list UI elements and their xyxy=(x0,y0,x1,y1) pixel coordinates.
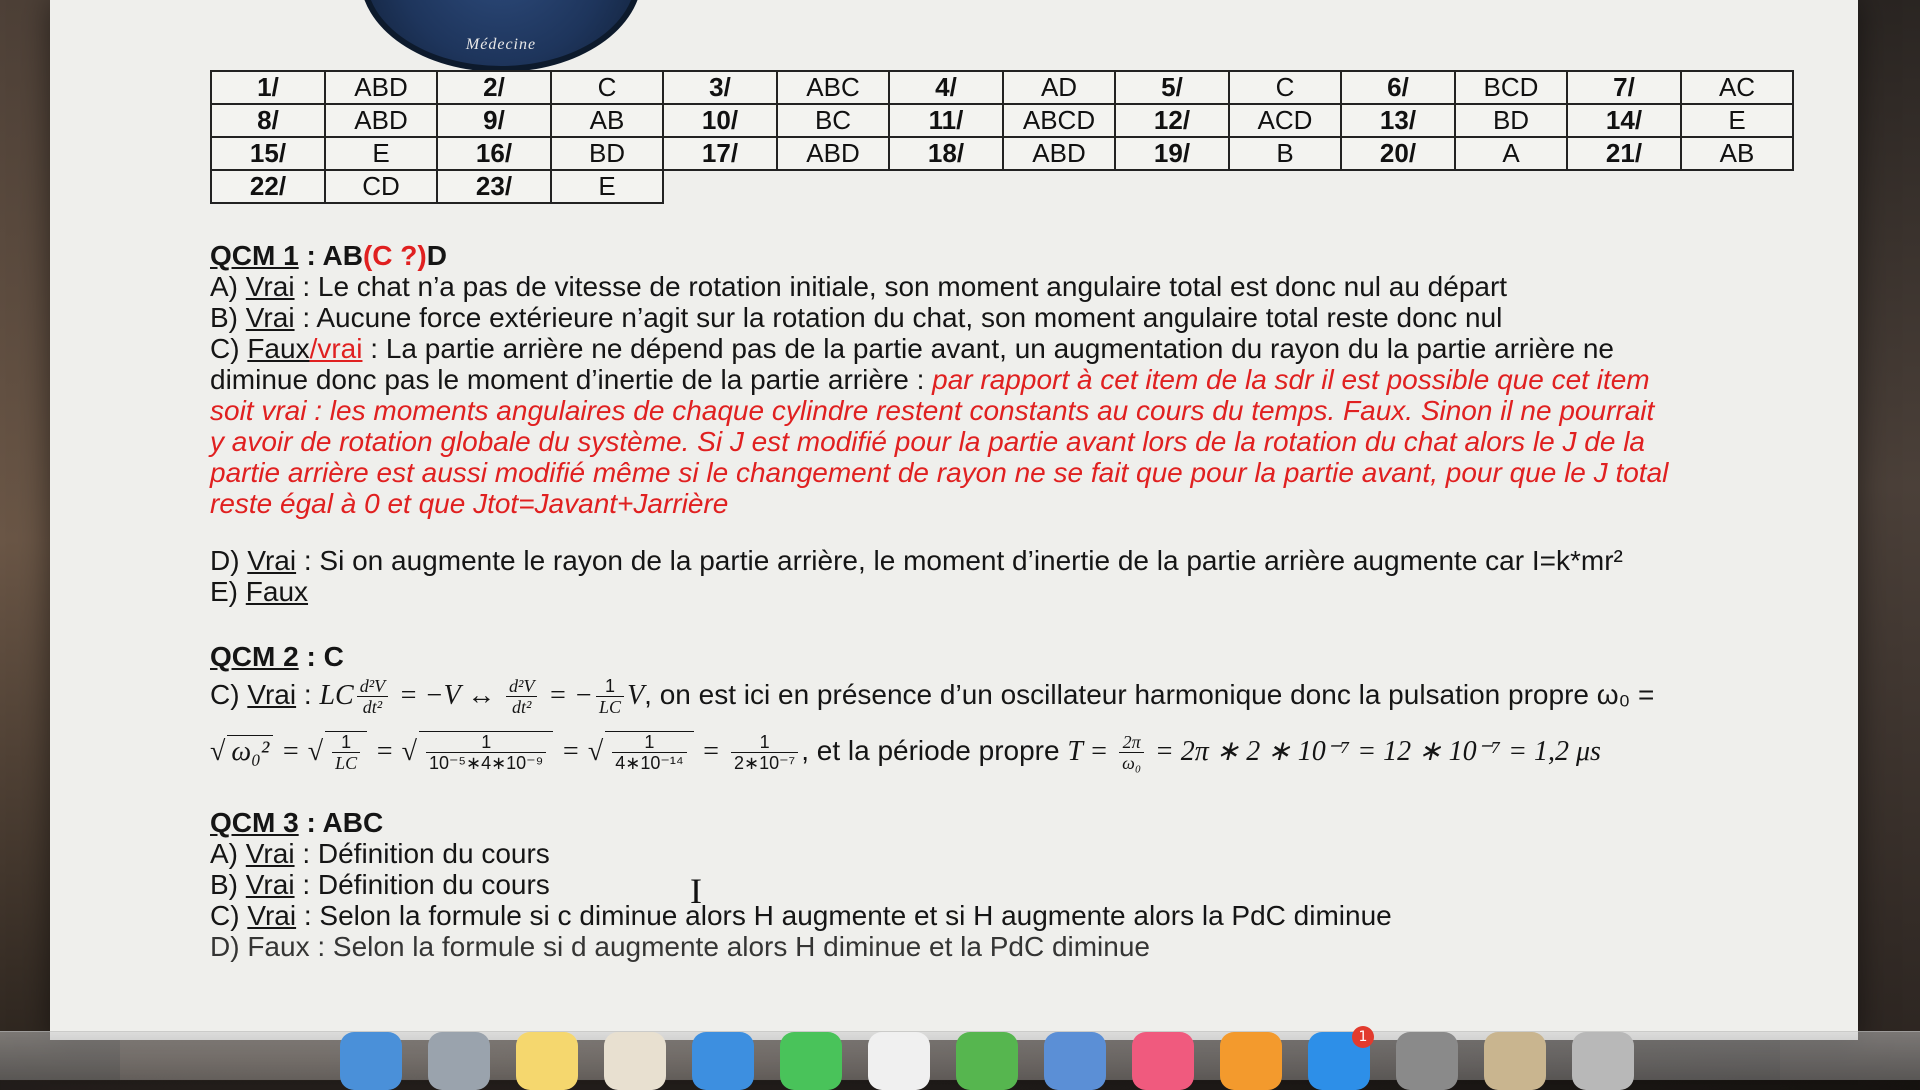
qcm1-item-c xyxy=(210,333,1790,364)
item-text: : Aucune force extérieure n’agit sur la rotation du chat, son moment angulaire total reste donc nul xyxy=(294,302,1503,333)
dock xyxy=(0,1031,1920,1080)
launchpad-icon[interactable] xyxy=(428,1032,490,1090)
answer-cell: A xyxy=(1455,137,1567,170)
answer-cell: BD xyxy=(551,137,663,170)
qcm1-item-d xyxy=(210,545,1790,576)
notes-icon[interactable] xyxy=(516,1032,578,1090)
qcm2-title-label: QCM 2 xyxy=(210,641,299,672)
equation-pulsation: √ ω₀² = √ $\frac{1}{LC}$ = √ $\frac{1}{\text{10⁻⁵∗4∗10⁻⁹}}$ = √ $\frac{1}{\text{4∗10⁻¹⁴}}$ = $\frac{1}{\text{2∗10⁻⁷}}$ xyxy=(210,735,801,766)
spacer xyxy=(210,607,1790,633)
app-store-icon[interactable] xyxy=(1308,1029,1370,1090)
qcm3-title xyxy=(210,807,1790,838)
qcm1-title-sep: : AB xyxy=(298,240,363,271)
item-verdict: Vrai xyxy=(245,271,295,302)
question-number-cell: 1/ xyxy=(211,71,325,104)
item-prefix: B) xyxy=(210,302,246,333)
question-number-cell: 11/ xyxy=(889,104,1003,137)
question-number-cell: 18/ xyxy=(889,137,1003,170)
qcm1-item-a xyxy=(210,271,1790,302)
equation-period: T = $\frac{2\pi}{\text{ω₀}}$ = 2π ∗ 2 ∗ 10⁻⁷ = 12 ∗ 10⁻⁷ = 1,2 μs xyxy=(1067,732,1601,773)
qcm2-title-rest: : C xyxy=(298,641,344,672)
item-verdict: Vrai xyxy=(247,678,297,710)
notification-badge: 1 xyxy=(1352,1026,1374,1048)
qcm3-item-d-cutoff: D) Faux : Selon la formule si d augmente alors H diminue et la PdC diminue xyxy=(210,931,1150,962)
qcm1-item-b xyxy=(210,302,1790,333)
item-verdict-red: /vrai xyxy=(309,333,363,364)
answer-cell: BD xyxy=(1455,104,1567,137)
item-verdict: Vrai xyxy=(245,869,295,900)
question-number-cell: 14/ xyxy=(1567,104,1681,137)
item-text: : La partie arrière ne dépend pas de la partie avant, un augmentation du rayon du la partie arrière ne xyxy=(362,333,1614,364)
answer-cell: ABD xyxy=(325,104,437,137)
logo-text: Médecine xyxy=(465,36,537,53)
qcm3-title-label: QCM 3 xyxy=(210,807,299,838)
answer-cell: ABD xyxy=(1003,137,1115,170)
answer-cell: C xyxy=(551,71,663,104)
item-red-note: soit vrai : les moments angulaires de chaque cylindre restent constants au cours du temps. Faux. Sinon il ne pourrait xyxy=(210,395,1655,426)
qcm2-item-c xyxy=(210,676,1790,717)
item-prefix: C) xyxy=(210,900,248,931)
qcm1-title xyxy=(210,240,1790,271)
question-number-cell: 4/ xyxy=(889,71,1003,104)
answer-cell: C xyxy=(1229,71,1341,104)
item-prefix: C) xyxy=(210,678,248,710)
answer-row xyxy=(211,170,1793,203)
item-prefix: E) xyxy=(210,576,246,607)
question-number-cell: 8/ xyxy=(211,104,325,137)
answer-cell: ABD xyxy=(777,137,889,170)
qcm2-equation-line xyxy=(210,731,1790,773)
item-text: , et la période propre xyxy=(801,734,1068,766)
finder-icon[interactable] xyxy=(340,1032,402,1090)
text-cursor-icon: I xyxy=(690,871,702,911)
item-verdict: Vrai xyxy=(245,302,295,333)
item-text: : Définition du cours xyxy=(294,869,550,900)
system-preferences-icon[interactable] xyxy=(1396,1032,1458,1090)
answer-cell: CD xyxy=(325,170,437,203)
question-number-cell: 9/ xyxy=(437,104,551,137)
answer-cell: ABCD xyxy=(1003,104,1115,137)
qcm3-item-b xyxy=(210,869,1790,900)
safari-icon[interactable] xyxy=(692,1032,754,1090)
answer-cell: BCD xyxy=(1455,71,1567,104)
item-text: : Si on augmente le rayon de la partie arrière, le moment d’inertie de la partie arrière augmente car I=k*mr² xyxy=(296,545,1623,576)
question-number-cell: 21/ xyxy=(1567,137,1681,170)
answer-cell: B xyxy=(1229,137,1341,170)
item-red-note: partie arrière est aussi modifié même si le changement de rayon ne se fait que pour la partie avant, pour que le J total xyxy=(210,457,1669,488)
item-verdict: Faux xyxy=(245,576,309,607)
answer-row xyxy=(211,71,1793,104)
question-number-cell: 5/ xyxy=(1115,71,1229,104)
answer-cell: ABD xyxy=(325,71,437,104)
correction-text xyxy=(210,232,1790,962)
answer-cell: ACD xyxy=(1229,104,1341,137)
question-number-cell: 16/ xyxy=(437,137,551,170)
spacer xyxy=(210,773,1790,799)
item-text: : Selon la formule si c diminue alors H augmente et si H augmente alors la PdC diminue xyxy=(296,900,1392,931)
question-number-cell: 13/ xyxy=(1341,104,1455,137)
item-verdict: Vrai xyxy=(247,900,297,931)
item-red-note: y avoir de rotation globale du système. Si J est modifié pour la partie avant lors de la rotation du chat alors le J de la xyxy=(210,426,1645,457)
item-text: : Définition du cours xyxy=(294,838,550,869)
spacer xyxy=(210,519,1790,545)
item-text: : Le chat n’a pas de vitesse de rotation initiale, son moment angulaire total est donc nul au départ xyxy=(294,271,1508,302)
question-number-cell: 12/ xyxy=(1115,104,1229,137)
question-number-cell: 3/ xyxy=(663,71,777,104)
photos-icon[interactable] xyxy=(604,1032,666,1090)
item-verdict: Vrai xyxy=(245,838,295,869)
answer-cell: BC xyxy=(777,104,889,137)
tutorat-logo xyxy=(360,0,642,72)
answer-cell: E xyxy=(325,137,437,170)
trash-icon[interactable] xyxy=(1572,1032,1634,1090)
numbers-icon[interactable] xyxy=(956,1032,1018,1090)
keynote-icon[interactable] xyxy=(1044,1032,1106,1090)
qcm2-title xyxy=(210,641,1790,672)
qcm3-item-c xyxy=(210,900,1790,931)
qcm1-title-label: QCM 1 xyxy=(210,240,299,271)
question-number-cell: 7/ xyxy=(1567,71,1681,104)
question-number-cell: 23/ xyxy=(437,170,551,203)
item-prefix: A) xyxy=(210,838,246,869)
qcm3-title-rest: : ABC xyxy=(298,807,384,838)
itunes-icon[interactable] xyxy=(1132,1032,1194,1090)
item-prefix: C) xyxy=(210,333,248,364)
item-prefix: D) xyxy=(210,545,248,576)
qcm1-item-e xyxy=(210,576,1790,607)
item-text: , on est ici en présence d’un oscillateur harmonique donc la pulsation propre ω₀ = xyxy=(644,678,1655,710)
answer-cell: AB xyxy=(1681,137,1793,170)
item-red-note: par rapport à cet item de la sdr il est possible que cet item xyxy=(932,364,1650,395)
question-number-cell: 15/ xyxy=(211,137,325,170)
answer-row xyxy=(211,104,1793,137)
answer-cell: AD xyxy=(1003,71,1115,104)
preview-icon[interactable] xyxy=(1484,1032,1546,1090)
answer-cell: AC xyxy=(1681,71,1793,104)
period-result: = 2π ∗ 2 ∗ 10⁻⁷ = 12 ∗ 10⁻⁷ = 1,2 μs xyxy=(1154,735,1601,767)
question-number-cell: 2/ xyxy=(437,71,551,104)
answer-cell: AB xyxy=(551,104,663,137)
question-number-cell: 22/ xyxy=(211,170,325,203)
answer-row xyxy=(211,137,1793,170)
answer-cell: E xyxy=(551,170,663,203)
item-verdict: Faux xyxy=(247,333,310,364)
answer-cell: ABC xyxy=(777,71,889,104)
question-number-cell: 10/ xyxy=(663,104,777,137)
question-number-cell: 19/ xyxy=(1115,137,1229,170)
document-window xyxy=(50,0,1858,1040)
qcm1-title-red: (C ?) xyxy=(362,240,427,271)
item-red-note: reste égal à 0 et que Jtot=Javant+Jarrière xyxy=(210,488,729,519)
item-prefix: A) xyxy=(210,271,246,302)
equation-differential: : LC $\frac{\text{d²V}}{\text{dt²}}$ = −V ↔ $\frac{\text{d²V}}{\text{dt²}}$ = − $\frac{1}{LC}$ V xyxy=(296,676,645,717)
ibooks-icon[interactable] xyxy=(1220,1032,1282,1090)
item-verdict: Vrai xyxy=(247,545,297,576)
answer-cell: E xyxy=(1681,104,1793,137)
answer-key-table xyxy=(210,70,1794,204)
question-number-cell: 20/ xyxy=(1341,137,1455,170)
item-text: diminue donc pas le moment d’inertie de la partie arrière : xyxy=(210,364,933,395)
qcm1-item-c-cont xyxy=(210,364,1790,395)
calendar-icon[interactable] xyxy=(868,1032,930,1090)
qcm1-title-end: D xyxy=(426,240,447,271)
question-number-cell: 17/ xyxy=(663,137,777,170)
messages-icon[interactable] xyxy=(780,1032,842,1090)
question-number-cell: 6/ xyxy=(1341,71,1455,104)
item-prefix: B) xyxy=(210,869,246,900)
qcm3-item-a xyxy=(210,838,1790,869)
